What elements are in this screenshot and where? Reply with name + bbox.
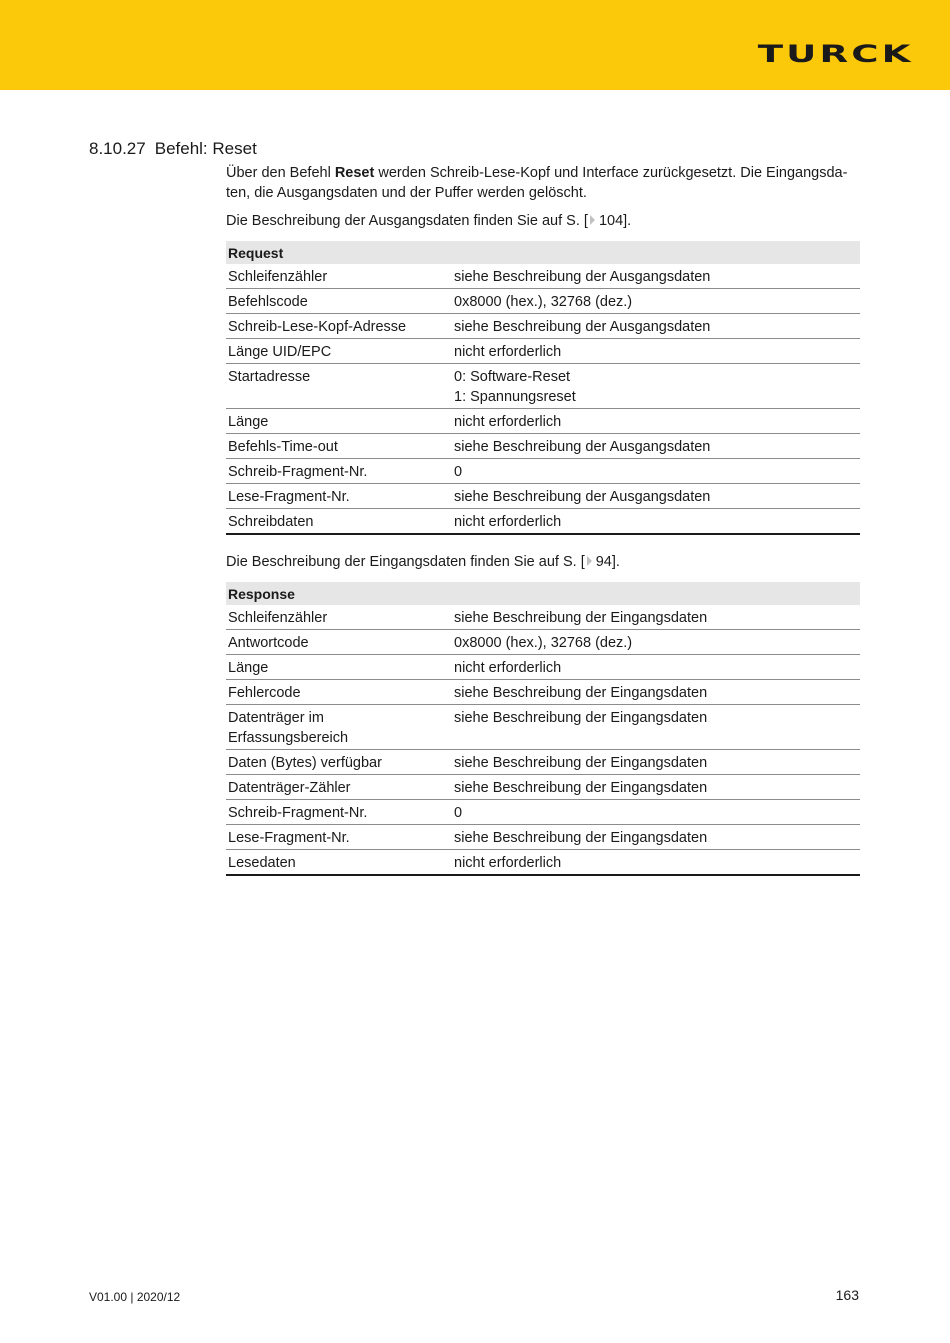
field-cell	[226, 630, 452, 655]
response-table-header-row	[226, 582, 860, 605]
field-value: nicht erforderlich	[454, 414, 562, 430]
field-value: siehe Beschreibung der Eingangsdaten	[454, 755, 708, 771]
table-row	[226, 364, 860, 409]
value-cell	[452, 509, 860, 535]
field-name: Lese-Fragment-Nr.	[228, 489, 350, 505]
field-name: Lese-Fragment-Nr.	[228, 830, 350, 846]
field-cell	[226, 705, 452, 750]
table-row	[226, 509, 860, 535]
intro-text-2: werden Schreib-Lese-Kopf und Interface zurückgesetzt. Die Eingangsda-ten, die Ausgangsdaten und der Puffer werden gelöscht.	[226, 165, 848, 201]
value-cell	[452, 680, 860, 705]
field-name: Schreibdaten	[228, 514, 314, 530]
response-ref-page-link[interactable]: 94	[595, 554, 612, 570]
field-name: Schreib-Lese-Kopf-Adresse	[228, 319, 407, 335]
field-name: Länge	[228, 660, 269, 676]
response-ref-text: Die Beschreibung der Eingangsdaten finden Sie auf S.	[226, 554, 581, 570]
turck-logo: TURCK	[758, 40, 914, 68]
field-name: Länge	[228, 414, 269, 430]
field-value: siehe Beschreibung der Ausgangsdaten	[454, 439, 711, 455]
field-value: siehe Beschreibung der Ausgangsdaten	[454, 319, 711, 335]
request-ref-open: [	[583, 213, 588, 229]
value-cell	[452, 775, 860, 800]
value-cell	[452, 605, 860, 630]
table-row	[226, 750, 860, 775]
response-table-header: Response	[226, 582, 860, 605]
field-cell	[226, 509, 452, 535]
value-cell	[452, 459, 860, 484]
field-name: Schreib-Fragment-Nr.	[228, 805, 368, 821]
value-cell	[452, 655, 860, 680]
field-name-line-2: Erfassungsbereich	[228, 730, 349, 746]
field-cell	[226, 850, 452, 876]
field-cell	[226, 314, 452, 339]
field-cell	[226, 289, 452, 314]
table-row	[226, 825, 860, 850]
response-table	[226, 582, 860, 876]
field-cell	[226, 800, 452, 825]
table-row	[226, 459, 860, 484]
field-cell	[226, 264, 452, 289]
field-cell	[226, 484, 452, 509]
request-table-header-row	[226, 241, 860, 264]
value-cell	[452, 484, 860, 509]
table-row	[226, 434, 860, 459]
value-cell	[452, 630, 860, 655]
value-cell	[452, 825, 860, 850]
response-ref-close: ].	[611, 554, 620, 570]
field-name: Schreib-Fragment-Nr.	[228, 464, 368, 480]
field-cell	[226, 459, 452, 484]
section-body	[226, 163, 860, 876]
request-reference	[226, 211, 860, 231]
field-value: 0: Software-Reset	[454, 369, 571, 385]
field-cell	[226, 680, 452, 705]
value-cell	[452, 750, 860, 775]
field-value: siehe Beschreibung der Eingangsdaten	[454, 710, 708, 726]
footer-version: V01.00 | 2020/12	[89, 1290, 181, 1304]
field-name: Schleifenzähler	[228, 610, 328, 626]
value-cell	[452, 434, 860, 459]
field-value: siehe Beschreibung der Ausgangsdaten	[454, 489, 711, 505]
field-value: siehe Beschreibung der Eingangsdaten	[454, 780, 708, 796]
table-row	[226, 339, 860, 364]
field-cell	[226, 825, 452, 850]
table-row	[226, 289, 860, 314]
field-name: Schleifenzähler	[228, 269, 328, 285]
field-name: Befehls-Time-out	[228, 439, 338, 455]
field-value-line-2: 1: Spannungsreset	[454, 389, 576, 405]
section-title: Befehl: Reset	[154, 139, 257, 158]
field-value: siehe Beschreibung der Eingangsdaten	[454, 830, 708, 846]
value-cell	[452, 364, 860, 409]
response-ref-open: [	[580, 554, 585, 570]
value-cell	[452, 800, 860, 825]
field-cell	[226, 339, 452, 364]
field-value: nicht erforderlich	[454, 660, 562, 676]
field-value: nicht erforderlich	[454, 855, 562, 871]
field-name: Antwortcode	[228, 635, 309, 651]
table-row	[226, 800, 860, 825]
table-row	[226, 680, 860, 705]
field-cell	[226, 409, 452, 434]
xref-arrow-icon	[590, 215, 595, 225]
value-cell	[452, 314, 860, 339]
value-cell	[452, 705, 860, 750]
field-name: Datenträger-Zähler	[228, 780, 351, 796]
intro-paragraph	[226, 163, 860, 203]
value-cell	[452, 409, 860, 434]
field-name: Länge UID/EPC	[228, 344, 332, 360]
xref-arrow-icon	[587, 556, 592, 566]
table-row	[226, 409, 860, 434]
request-ref-text: Die Beschreibung der Ausgangsdaten finden Sie auf S.	[226, 213, 584, 229]
table-row	[226, 775, 860, 800]
field-value: nicht erforderlich	[454, 344, 562, 360]
field-cell	[226, 750, 452, 775]
field-value: siehe Beschreibung der Ausgangsdaten	[454, 269, 711, 285]
field-cell	[226, 775, 452, 800]
section-heading	[89, 139, 257, 159]
intro-command-name: Reset	[334, 165, 375, 181]
field-name: Fehlercode	[228, 685, 301, 701]
intro-text-1: Über den Befehl	[226, 165, 335, 181]
table-row	[226, 314, 860, 339]
table-row	[226, 655, 860, 680]
field-cell	[226, 434, 452, 459]
field-value: 0x8000 (hex.), 32768 (dez.)	[454, 294, 633, 310]
field-value: 0	[454, 464, 463, 480]
field-value: nicht erforderlich	[454, 514, 562, 530]
field-name: Daten (Bytes) verfügbar	[228, 755, 382, 771]
field-cell	[226, 364, 452, 409]
table-row	[226, 630, 860, 655]
value-cell	[452, 339, 860, 364]
section-number: 8.10.27	[89, 139, 146, 158]
field-name: Datenträger im	[228, 710, 324, 726]
request-table-header: Request	[226, 241, 860, 264]
field-cell	[226, 655, 452, 680]
request-table	[226, 241, 860, 535]
value-cell	[452, 289, 860, 314]
request-ref-page-link[interactable]: 104	[598, 213, 624, 229]
field-name: Lesedaten	[228, 855, 296, 871]
header-band	[0, 0, 950, 90]
field-value: 0	[454, 805, 463, 821]
request-ref-close: ].	[623, 213, 632, 229]
field-name: Befehlscode	[228, 294, 308, 310]
table-row	[226, 705, 860, 750]
field-value: 0x8000 (hex.), 32768 (dez.)	[454, 635, 633, 651]
footer-page-number: 163	[835, 1287, 859, 1303]
table-row	[226, 850, 860, 876]
table-row	[226, 264, 860, 289]
field-cell	[226, 605, 452, 630]
value-cell	[452, 850, 860, 876]
response-reference	[226, 552, 860, 572]
table-row	[226, 484, 860, 509]
field-value: siehe Beschreibung der Eingangsdaten	[454, 685, 708, 701]
field-name: Startadresse	[228, 369, 311, 385]
table-row	[226, 605, 860, 630]
field-value: siehe Beschreibung der Eingangsdaten	[454, 610, 708, 626]
value-cell	[452, 264, 860, 289]
